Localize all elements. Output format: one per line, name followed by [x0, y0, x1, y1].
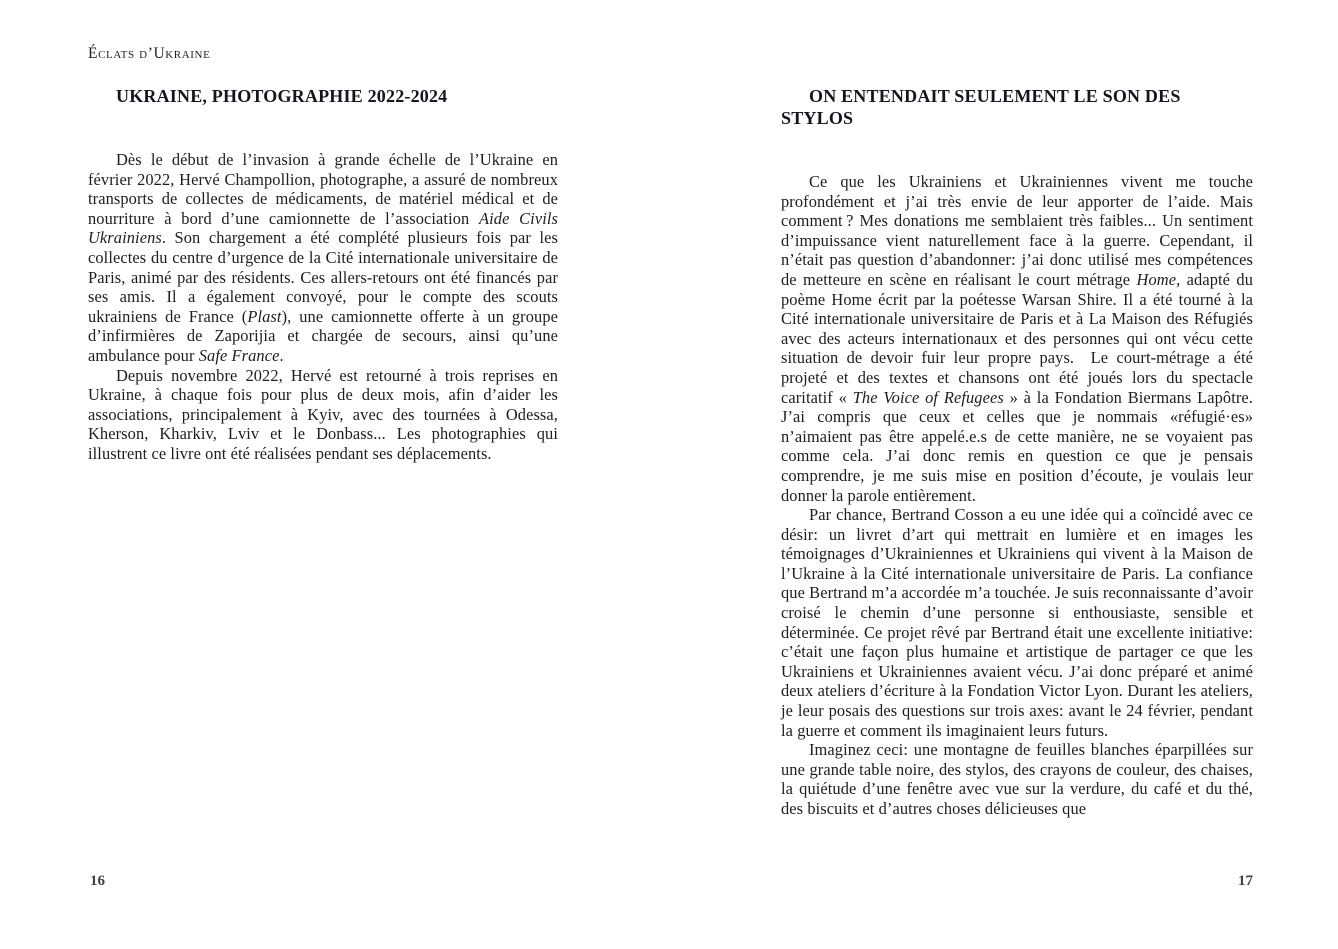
left-page-number: 16 [90, 873, 105, 889]
right-body-text [781, 172, 1253, 819]
running-header: Éclats d’Ukraine [88, 45, 211, 62]
right-page-number: 17 [1238, 873, 1253, 889]
paragraph: Par chance, Bertrand Cosson a eu une idée qui a coïncidé avec ce désir: un livret d’art qui mettrait en lumière et en images les témoignages d’Ukrainiennes et Ukrainiens qui vivent à la Maison de l’Ukraine à la Cité internationale universitaire de Paris. La confiance que Bertrand m’a accordée m’a touchée. Je suis reconnaissante d’avoir croisé le chemin d’une personne si enthousiaste, sensible et déterminée. Ce projet rêvé par Bertrand était une excellente initiative: c’était une façon plus humaine et artistique de partager ce que les Ukrainiens et Ukrainiennes avaient vécu. J’ai donc préparé et animé deux ateliers d’écriture à la Fondation Victor Lyon. Durant les ateliers, je leur posais des questions sur trois axes: avant le 24 février, pendant la guerre et comment ils imaginaient leurs futurs. [781, 505, 1254, 740]
page-left [88, 0, 558, 949]
page-right [781, 0, 1253, 949]
left-body-text [88, 150, 558, 464]
paragraph: Depuis novembre 2022, Hervé est retourné à trois reprises en Ukraine, à chaque fois pour plus de deux mois, afin d’aider les associations, principalement à Kyiv, avec des tournées à Odessa, Kherson, Kharkiv, Lviv et le Donbass... Les photographies qui illustrent ce livre ont été réalisées pendant ses déplacements. [88, 365, 558, 463]
left-chapter-title: UKRAINE, PHOTOGRAPHIE 2022-2024 [116, 86, 448, 106]
paragraph: Ce que les Ukrainiens et Ukrainiennes vivent me touche profondément et j’ai très envie de leur apporter de l’aide. Mais comment ? Mes donations me semblaient très faibles... Un sentiment d’impuissance vient naturellement face à la guerre. Cependant, il n’était pas question d’abandonner: j’ai donc utilisé mes compétences de metteure en scène en réalisant le court métrage Home, adapté du poème Home écrit par la poétesse Warsan Shire. Il a été tourné à la Cité internationale universitaire de Paris et à La Maison des Réfugiés avec des acteurs internationaux et des personnes qui ont vécu cette situation de devoir fuir leur propre pays. Le court-métrage a été projeté et des textes et chansons ont été joués lors du spectacle caritatif « The Voice of Refugees » à la Fondation Biermans Lapôtre. J’ai compris que ceux et celles que je nommais «réfugié·es» n’aimaient pas être appelé.e.s de cette manière, ne se voyaient pas comme cela. J’ai donc remis en question ce que je pensais comprendre, je me suis mise en position d’écoute, je voulais leur donner la parole entièrement. [781, 172, 1253, 505]
paragraph: Dès le début de l’invasion à grande échelle de l’Ukraine en février 2022, Hervé Champollion, photographe, a assuré de nombreux transports de collectes de médicaments, de matériel médical et de nourriture à bord d’une camionnette de l’association Aide Civils Ukrainiens. Son chargement a été complété plusieurs fois par les collectes du centre d’urgence de la Cité internationale universitaire de Paris, animé par des résidents. Ces allers-retours ont été financés par ses amis. Il a également convoyé, pour le compte des scouts ukrainiens de France (Plast), une camionnette offerte à un groupe d’infirmières de Zaporijia et chargée de secours, ainsi qu’une ambulance pour Safe France. [88, 150, 558, 365]
right-chapter-title: ON ENTENDAIT SEULEMENT LE SON DES STYLOS [781, 86, 1181, 128]
paragraph: Imaginez ceci: une montagne de feuilles blanches éparpillées sur une grande table noire, des stylos, des crayons de couleur, des chaises, la quiétude d’une fenêtre avec vue sur la verdure, du café et du thé, des biscuits et d’autres choses délicieuses que [781, 740, 1253, 818]
